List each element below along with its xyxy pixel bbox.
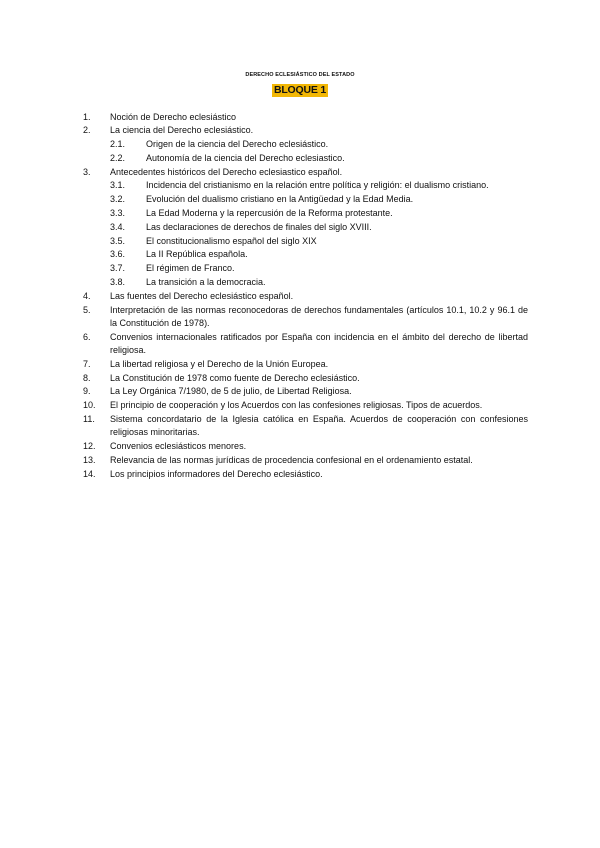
outline-item-text: La ciencia del Derecho eclesiástico. — [110, 125, 254, 136]
outline-item-number: 7. — [83, 358, 91, 369]
outline-item — [0, 124, 600, 137]
outline-subitem — [0, 221, 600, 234]
outline-item — [0, 290, 600, 303]
outline-subitem — [0, 193, 600, 206]
outline-item-number: 13. — [83, 454, 96, 465]
outline-item-number: 9. — [83, 386, 91, 397]
outline-item-number: 8. — [83, 372, 91, 383]
outline-item-text: La transición a la democracia. — [146, 277, 266, 288]
document-title-wrapper — [0, 80, 600, 98]
outline-item-text: Noción de Derecho eclesiástico — [110, 111, 237, 122]
outline-item-text: Los principios informadores del Derecho eclesiástico. — [110, 468, 323, 479]
outline-item-text: Antecedentes históricos del Derecho eclesiastico español. — [110, 166, 343, 177]
outline-item-number: 3.7. — [110, 263, 126, 274]
table-of-contents — [0, 110, 600, 481]
outline-item-number: 2.2. — [110, 152, 126, 163]
outline-item-text: Las declaraciones de derechos de finales del siglo XVIII. — [146, 221, 372, 232]
outline-item — [0, 372, 600, 385]
outline-subitem — [0, 138, 600, 151]
outline-subitem — [0, 207, 600, 220]
outline-item-text: Origen de la ciencia del Derecho eclesiástico. — [146, 139, 329, 150]
outline-item-text: La II República española. — [146, 249, 248, 260]
outline-item-number: 3.4. — [110, 221, 126, 232]
outline-item-text: Interpretación de las normas reconocedoras de derechos fundamentales (artículos 10.1, 10.2 y 96.1 de la Constitución de 1978). — [110, 304, 528, 328]
document-title: BLOQUE 1 — [273, 84, 327, 96]
outline-item-number: 3. — [83, 166, 91, 177]
outline-item-number: 3.2. — [110, 194, 126, 205]
outline-item-text: Evolución del dualismo cristiano en la Antigüedad y la Edad Media. — [146, 194, 414, 205]
outline-item-number: 14. — [83, 468, 96, 479]
outline-item — [0, 331, 600, 358]
outline-item — [0, 440, 600, 453]
outline-item-text: La Edad Moderna y la repercusión de la Reforma protestante. — [146, 208, 393, 219]
outline-subitem — [0, 235, 600, 248]
outline-item-text: Relevancia de las normas jurídicas de procedencia confesional en el ordenamiento estatal. — [110, 454, 473, 465]
outline-item-text: La Ley Orgánica 7/1980, de 5 de julio, de Libertad Religiosa. — [110, 386, 352, 397]
outline-item-number: 2. — [83, 125, 91, 136]
outline-item — [0, 385, 600, 398]
outline-item-number: 6. — [83, 331, 91, 342]
document-subtitle: DERECHO ECLESIÁSTICO DEL ESTADO — [245, 72, 355, 78]
outline-item-number: 3.6. — [110, 249, 126, 260]
outline-item-number: 2.1. — [110, 139, 126, 150]
outline-item-number: 4. — [83, 290, 91, 301]
outline-item — [0, 399, 600, 412]
outline-subitem — [0, 152, 600, 165]
outline-item — [0, 166, 600, 179]
outline-item-text: Las fuentes del Derecho eclesiástico español. — [110, 290, 294, 301]
outline-item-number: 5. — [83, 304, 91, 315]
outline-item-text: La libertad religiosa y el Derecho de la Unión Europea. — [110, 358, 329, 369]
outline-item — [0, 358, 600, 371]
outline-item-text: La Constitución de 1978 como fuente de Derecho eclesiástico. — [110, 372, 360, 383]
outline-item-text: Convenios internacionales ratificados por España con incidencia en el ámbito del derecho de libertad religiosa. — [110, 331, 528, 356]
outline-item-text: Autonomía de la ciencia del Derecho eclesiastico. — [146, 152, 345, 163]
outline-item-number: 3.8. — [110, 277, 126, 288]
outline-item-text: El principio de cooperación y los Acuerdos con las confesiones religiosas. Tipos de acuerdos. — [110, 400, 483, 411]
outline-item — [0, 468, 600, 481]
outline-item-number: 10. — [83, 400, 96, 411]
outline-item-number: 11. — [83, 414, 95, 425]
outline-subitem — [0, 276, 600, 289]
outline-item-text: Convenios eclesiásticos menores. — [110, 441, 247, 452]
outline-item — [0, 304, 600, 331]
outline-item — [0, 454, 600, 467]
outline-item-number: 3.5. — [110, 235, 126, 246]
outline-item-text: El constitucionalismo español del siglo XIX — [146, 235, 317, 246]
outline-subitem — [0, 248, 600, 261]
outline-item-number: 3.3. — [110, 208, 126, 219]
outline-item-number: 12. — [83, 441, 96, 452]
outline-item-number: 3.1. — [110, 180, 126, 191]
outline-item-text: El régimen de Franco. — [146, 263, 235, 274]
outline-item — [0, 111, 600, 124]
outline-subitem — [0, 262, 600, 275]
outline-item-text: Sistema concordatario de la Iglesia católica en España. Acuerdos de cooperación con confesiones religiosas minoritarias. — [110, 414, 528, 438]
outline-item-number: 1. — [83, 111, 91, 122]
outline-subitem — [0, 179, 600, 192]
outline-item-text: Incidencia del cristianismo en la relación entre política y religión: el dualismo cristiano. — [146, 180, 489, 191]
outline-item — [0, 413, 600, 440]
